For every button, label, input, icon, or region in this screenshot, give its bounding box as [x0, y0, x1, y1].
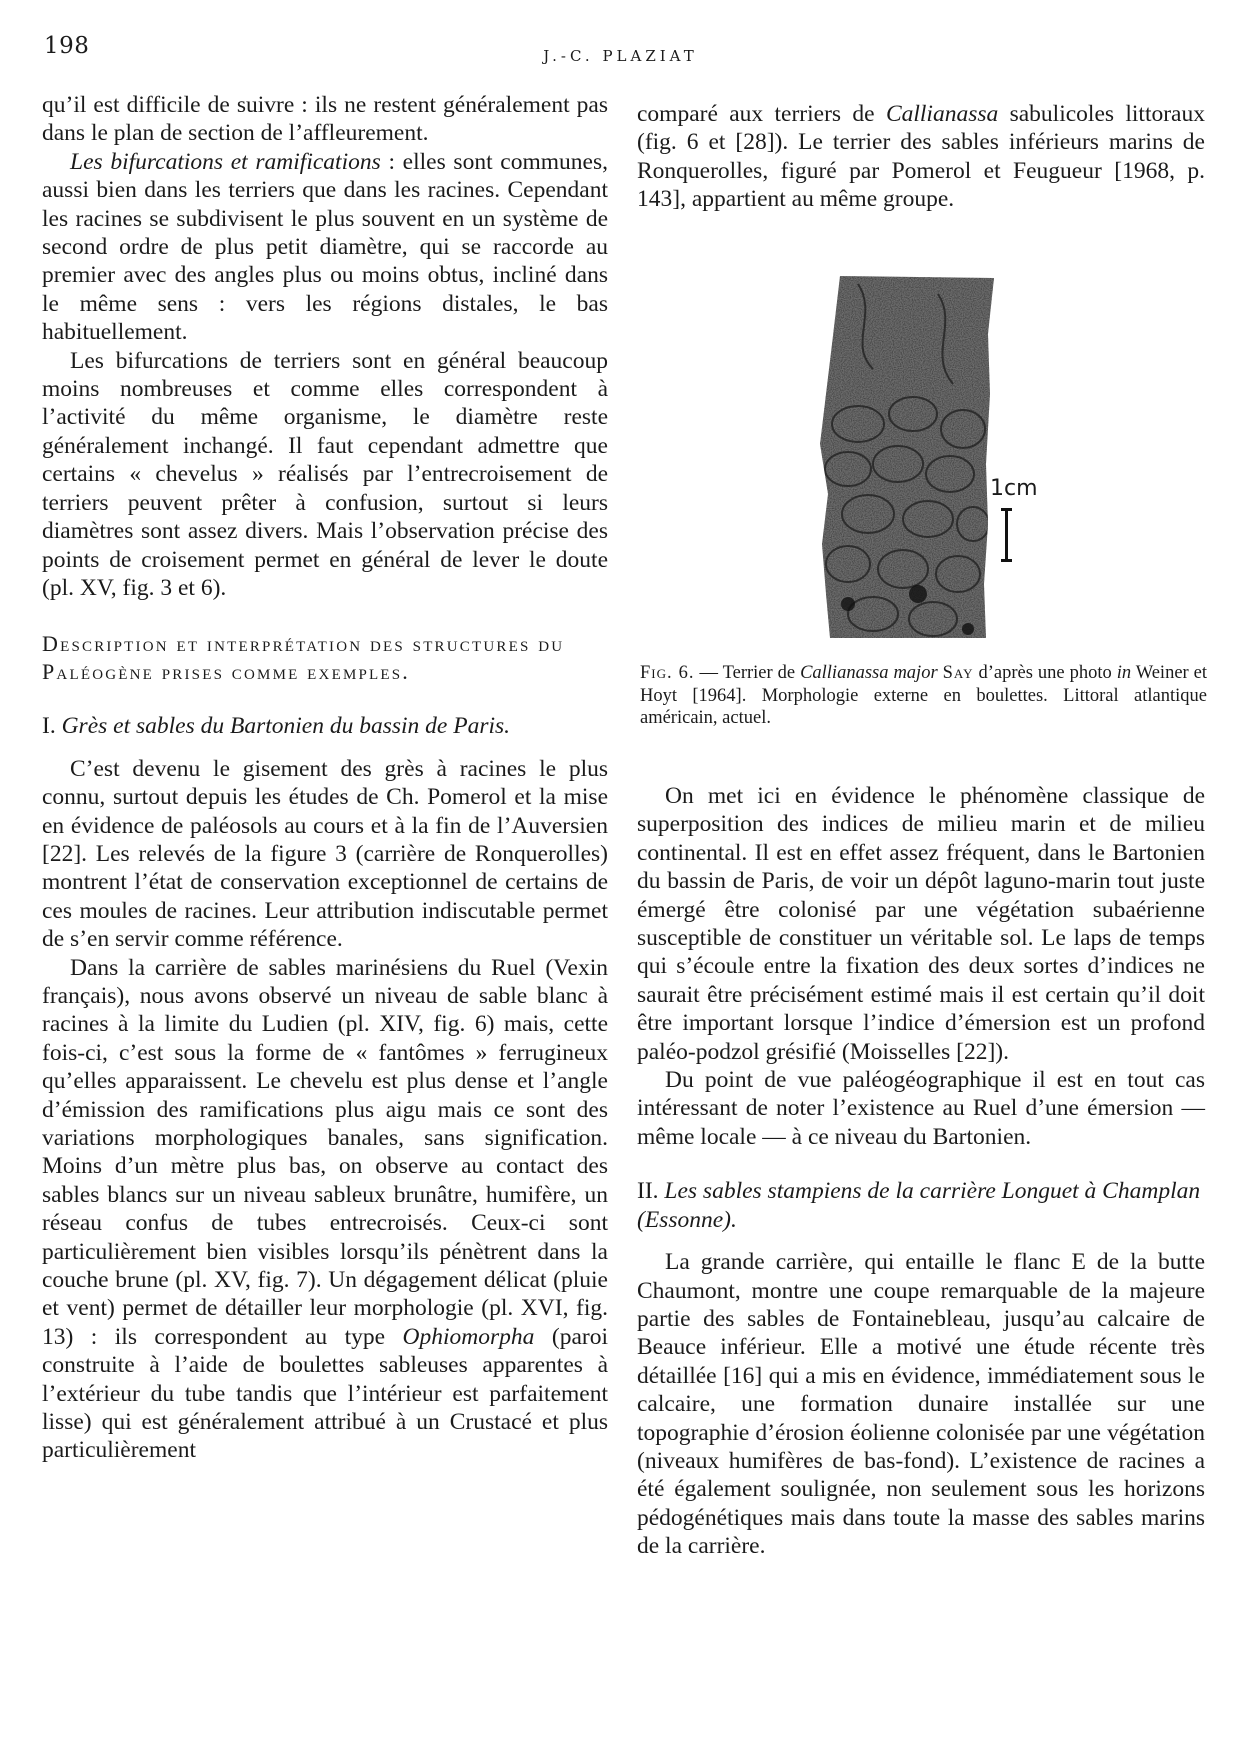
paragraph: qu’il est difficile de suivre : ils ne restent généralement pas dans le plan de section de l’affleurement.: [42, 92, 608, 147]
left-column: [42, 91, 608, 1465]
page-number: 198: [44, 33, 90, 59]
paragraph: La grande carrière, qui entaille le flanc E de la butte Chaumont, montre une coupe remarquable de la majeure partie des sables de Fontainebleau, jusqu’au calcaire de Beauce inférieur. Elle a motivé une étude récente très détaillée [16] qui a mis en évidence, immédiatement sous le calcaire, une formation dunaire installée sur une topographie d’érosion éolienne colonisée par une végétation (niveaux humifères de bas-fond). L’existence de racines a été également soulignée, non seulement sous les horizons pédogénétiques mais dans toute la masse des sables marins de la carrière.: [637, 1249, 1205, 1560]
paragraph: Les bifurcations et ramifications : elles sont communes, aussi bien dans les terriers que dans les racines. Cependant les racines se subdivisent le plus souvent en un système de second ordre de plus petit diamètre, qui se raccorde au premier avec des angles plus ou moins obtus, incliné dans le même sens : vers les régions distales, le bas habituellement.: [42, 148, 608, 346]
paragraph: On met ici en évidence le phénomène classique de superposition des indices de milieu marin et de milieu continental. Il est en effet assez fréquent, dans le Bartonien du bassin de Paris, de voir un dépôt laguno-marin tout juste émergé être colonisé par une végétation subaérienne susceptible de constituer un véritable sol. Le laps de temps qui s’écoule entre la fixation des deux sortes d’indices ne saurait être précisément estimé mais il est certain qu’il doit être important lorsque l’indice d’émersion est un profond paléo-podzol grésifié (Moisselles [22]).: [637, 783, 1205, 1065]
scale-bar: [1005, 508, 1008, 562]
burrow-photo: [818, 274, 998, 640]
right-column-bottom: [637, 782, 1205, 1561]
paragraph: C’est devenu le gisement des grès à racines le plus connu, surtout depuis les études de Ch. Pomerol et la mise en évidence de paléosols au cours et à la fin de l’Auversien [22]. Les relevés de la figure 3 (carrière de Ronquerolles) montrent l’état de conservation exceptionnel de certains de ces moules de racines. Leur attribution indiscutable permet de s’en servir comme référence.: [42, 755, 608, 953]
section-heading: Description et interprétation des structures du Paléogène prises comme exemples.: [42, 631, 565, 685]
subheading-i: I. Grès et sables du Bartonien du bassin de Paris.: [42, 713, 511, 740]
scale-label: 1cm: [990, 476, 1038, 501]
paragraph-lead: Les bifurcations et ramifications: [70, 148, 381, 175]
subheading-ii: II. Les sables stampiens de la carrière Longuet à Champlan (Essonne).: [637, 1178, 1201, 1233]
burrow-figure: [818, 274, 998, 640]
paragraph: comparé aux terriers de Callianassa sabulicoles littoraux (fig. 6 et [28]). Le terrier des sables inférieurs marins de Ronquerolles, figuré par Pomerol et Feugueur [1968, p. 143], appartient au même groupe.: [637, 101, 1205, 213]
paragraph: Les bifurcations de terriers sont en général beaucoup moins nombreuses et comme elles correspondent à l’activité du même organisme, le diamètre reste généralement inchangé. Il faut cependant admettre que certains « chevelus » réalisés par l’entrecroisement de terriers peuvent prêter à confusion, surtout si leurs diamètres sont assez divers. Mais l’observation précise des points de croisement permet en général de lever le doute (pl. XV, fig. 3 et 6).: [42, 347, 608, 601]
figure-caption: Fig. 6. — Terrier de Callianassa major Say d’après une photo in Weiner et Hoyt [1964]. Morphologie externe en boulettes. Littoral atlantique américain, actuel.: [640, 663, 1208, 728]
right-column-top: [637, 100, 1205, 214]
paragraph: Dans la carrière de sables marinésiens du Ruel (Vexin français), nous avons observé un niveau de sable blanc à racines à la limite du Ludien (pl. XIV, fig. 6) mais, cette fois-ci, c’est sous la forme de « fantômes » ferrugineux qu’elles apparaissent. Le chevelu est plus dense et l’angle d’émission des ramifications plus aigu mais ce sont des variations morphologiques banales, sans signification. Moins d’un mètre plus bas, on observe au contact des sables blancs sur un niveau sableux brunâtre, humifère, un réseau confus de tubes entrecroisés. Ceux-ci sont particulièrement bien visibles lorsqu’ils pénètrent dans la couche brune (pl. XV, fig. 7). Un dégagement délicat (pluie et vent) permet de détailler leur morphologie (pl. XVI, fig. 13) : ils correspondent au type Ophiomorpha (paroi construite à l’aide de boulettes sableuses apparentes à l’extérieur du tube tandis que l’intérieur est parfaitement lisse) qui est généralement attribué à un Crustacé et plus particulièrement: [42, 954, 608, 1464]
caption-label: Fig. 6.: [640, 663, 695, 683]
running-title: J.-C. PLAZIAT: [543, 47, 698, 65]
paragraph: Du point de vue paléogéographique il est en tout cas intéressant de noter l’existence au Ruel d’une émersion — même locale — à ce niveau du Bartonien.: [637, 1067, 1205, 1150]
